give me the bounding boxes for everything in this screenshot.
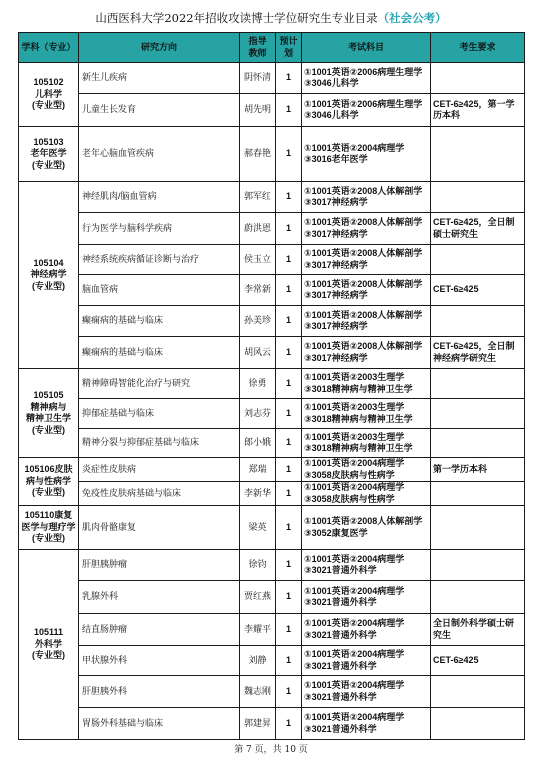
- subject-cell: [19, 550, 79, 740]
- advisor-cell: 胡先明: [240, 94, 276, 127]
- exam-line: ①1001英语②2004病理学: [304, 712, 405, 722]
- exam-line: ①1001英语②2008人体解剖学: [304, 248, 423, 258]
- exam-cell: [302, 245, 431, 275]
- subject-cell: [19, 127, 79, 182]
- subject-line: (专业型): [32, 280, 65, 291]
- subject-line: 医学与理疗学: [21, 521, 76, 532]
- subject-line: 神经病学: [30, 269, 67, 280]
- header-requirement: 考生要求: [431, 33, 525, 63]
- exam-cell: [302, 676, 431, 708]
- advisor-cell: 郑瑞: [240, 458, 276, 482]
- exam-cell: [302, 458, 431, 482]
- table-row: [19, 306, 525, 337]
- subject-line: (专业型): [32, 159, 65, 170]
- table-row: [19, 482, 525, 506]
- exam-line: ①1001英语②2008人体解剖学: [304, 516, 423, 526]
- header-advisor: [240, 33, 276, 63]
- advisor-cell: 魏志刚: [240, 676, 276, 708]
- exam-line: ③3058皮肤病与性病学: [304, 469, 395, 480]
- subject-line: 105102: [33, 77, 64, 88]
- direction-cell: 肌肉骨骼康复: [79, 506, 240, 550]
- exam-cell: [302, 306, 431, 337]
- direction-cell: 甲状腺外科: [79, 646, 240, 676]
- plan-cell: 1: [276, 63, 302, 94]
- table-row: [19, 337, 525, 369]
- subject-line: 105105: [33, 390, 64, 400]
- subject-cell: [19, 182, 79, 369]
- requirement-cell: [431, 369, 525, 399]
- table-row: [19, 581, 525, 614]
- direction-cell: 结直肠肿瘤: [79, 614, 240, 646]
- exam-line: ③3018精神病与精神卫生学: [304, 443, 413, 453]
- exam-cell: [302, 614, 431, 646]
- exam-cell: [302, 399, 431, 429]
- exam-line: ①1001英语②2008人体解剖学: [304, 309, 423, 320]
- table-row: [19, 429, 525, 458]
- exam-cell: [302, 94, 431, 127]
- direction-cell: 神经肌肉/脑血管病: [79, 182, 240, 213]
- plan-cell: 1: [276, 369, 302, 399]
- direction-cell: 行为医学与脑科学疾病: [79, 213, 240, 245]
- direction-cell: 肝胆胰肿瘤: [79, 550, 240, 581]
- plan-cell: 1: [276, 550, 302, 581]
- table-row: [19, 127, 525, 182]
- table-row: [19, 399, 525, 429]
- direction-cell: 精神障碍智能化治疗与研究: [79, 369, 240, 399]
- exam-cell: [302, 646, 431, 676]
- table-row: [19, 458, 525, 482]
- subject-line: (专业型): [32, 650, 65, 661]
- requirement-cell: CET-6≥425: [431, 646, 525, 676]
- plan-cell: 1: [276, 482, 302, 506]
- exam-line: ③3021普通外科学: [304, 660, 377, 671]
- advisor-cell: 阴怀清: [240, 63, 276, 94]
- exam-line: ③3018精神病与精神卫生学: [304, 383, 413, 394]
- title-highlight: （社会公考）: [377, 13, 447, 25]
- exam-cell: [302, 482, 431, 506]
- direction-cell: 癫痫病的基础与临床: [79, 337, 240, 369]
- requirement-cell: [431, 63, 525, 94]
- exam-line: ①1001英语②2004病理学: [304, 680, 405, 690]
- exam-line: ③3046儿科学: [304, 110, 359, 120]
- subject-line: 老年医学: [30, 148, 67, 159]
- advisor-cell: 徐钧: [240, 550, 276, 581]
- plan-cell: 1: [276, 646, 302, 676]
- plan-cell: 1: [276, 614, 302, 646]
- subject-line: (专业型): [32, 533, 65, 544]
- exam-line: ①1001英语②2004病理学: [304, 585, 405, 596]
- plan-cell: 1: [276, 708, 302, 740]
- program-catalog-table: [18, 32, 525, 740]
- plan-cell: 1: [276, 306, 302, 337]
- advisor-cell: 刘志芬: [240, 399, 276, 429]
- subject-line: 105111: [33, 627, 64, 638]
- exam-cell: [302, 337, 431, 369]
- plan-cell: 1: [276, 506, 302, 550]
- direction-cell: 癫痫病的基础与临床: [79, 306, 240, 337]
- subject-line: 105103: [33, 136, 64, 147]
- table-row: [19, 94, 525, 127]
- plan-cell: 1: [276, 127, 302, 182]
- advisor-cell: 胡风云: [240, 337, 276, 369]
- exam-line: ③3016老年医学: [304, 154, 368, 164]
- exam-line: ③3017神经病学: [304, 352, 368, 363]
- exam-cell: [302, 369, 431, 399]
- advisor-cell: 李耀平: [240, 614, 276, 646]
- requirement-cell: [431, 245, 525, 275]
- header-direction: 研究方向: [79, 33, 240, 63]
- requirement-cell: [431, 127, 525, 182]
- subject-line: (专业型): [32, 424, 65, 435]
- requirement-cell: [431, 429, 525, 458]
- table-row: [19, 676, 525, 708]
- table-row: [19, 614, 525, 646]
- advisor-cell: 蔚洪恩: [240, 213, 276, 245]
- subject-line: 105106皮肤: [24, 464, 73, 475]
- direction-cell: 胃肠外科基础与临床: [79, 708, 240, 740]
- requirement-cell: CET-6≥425，全日制神经病学研究生: [431, 337, 525, 369]
- exam-line: ①1001英语②2003生理学: [304, 431, 405, 442]
- table-row: [19, 369, 525, 399]
- exam-line: ③3052康复医学: [304, 527, 368, 538]
- exam-cell: [302, 63, 431, 94]
- exam-line: ①1001英语②2006病理生理学: [304, 66, 423, 77]
- table-header-row: [19, 33, 525, 63]
- exam-cell: [302, 550, 431, 581]
- exam-line: ①1001英语②2008人体解剖学: [304, 341, 423, 351]
- advisor-cell: 梁英: [240, 506, 276, 550]
- direction-cell: 炎症性皮肤病: [79, 458, 240, 482]
- header-exam: 考试科目: [302, 33, 431, 63]
- requirement-cell: [431, 399, 525, 429]
- requirement-cell: CET-6≥425，第一学历本科: [431, 94, 525, 127]
- advisor-cell: 李常新: [240, 275, 276, 306]
- advisor-cell: 郭建昇: [240, 708, 276, 740]
- exam-line: ③3017神经病学: [304, 259, 368, 270]
- table-row: [19, 182, 525, 213]
- exam-line: ③3018精神病与精神卫生学: [304, 413, 413, 424]
- advisor-cell: 刘静: [240, 646, 276, 676]
- exam-line: ③3017神经病学: [304, 321, 368, 331]
- advisor-cell: 郎小娥: [240, 429, 276, 458]
- plan-cell: 1: [276, 213, 302, 245]
- header-subject: 学科（专业）: [19, 33, 79, 63]
- direction-cell: 乳腺外科: [79, 581, 240, 614]
- direction-cell: 抑郁症基础与临床: [79, 399, 240, 429]
- exam-line: ①1001英语②2004病理学: [304, 482, 405, 492]
- exam-cell: [302, 429, 431, 458]
- exam-line: ③3017神经病学: [304, 197, 368, 207]
- advisor-cell: 孙美珍: [240, 306, 276, 337]
- advisor-cell: 徐勇: [240, 369, 276, 399]
- subject-cell: [19, 506, 79, 550]
- plan-cell: 1: [276, 399, 302, 429]
- requirement-cell: [431, 306, 525, 337]
- exam-cell: [302, 581, 431, 614]
- direction-cell: 肝胆胰外科: [79, 676, 240, 708]
- direction-cell: 精神分裂与抑郁症基础与临床: [79, 429, 240, 458]
- exam-line: ①1001英语②2003生理学: [304, 372, 405, 382]
- table-row: [19, 646, 525, 676]
- table-row: [19, 506, 525, 550]
- exam-cell: [302, 275, 431, 306]
- exam-line: ③3046儿科学: [304, 78, 359, 88]
- exam-line: ①1001英语②2004病理学: [304, 142, 405, 153]
- subject-line: 105110康复: [24, 510, 73, 521]
- exam-cell: [302, 213, 431, 245]
- exam-cell: [302, 182, 431, 213]
- advisor-cell: 郭军红: [240, 182, 276, 213]
- exam-line: ③3021普通外科学: [304, 597, 377, 607]
- direction-cell: 脑血管病: [79, 275, 240, 306]
- header-plan: 预计划: [276, 33, 302, 63]
- exam-line: ①1001英语②2006病理生理学: [304, 98, 423, 109]
- table-row: [19, 708, 525, 740]
- exam-line: ①1001英语②2008人体解剖学: [304, 217, 423, 227]
- exam-line: ①1001英语②2004病理学: [304, 553, 405, 564]
- subject-cell: [19, 458, 79, 506]
- direction-cell: 老年心脑血管疾病: [79, 127, 240, 182]
- advisor-cell: 李新华: [240, 482, 276, 506]
- subject-cell: [19, 63, 79, 127]
- table-row: [19, 550, 525, 581]
- plan-cell: 1: [276, 676, 302, 708]
- direction-cell: 神经系统疾病循证诊断与治疗: [79, 245, 240, 275]
- exam-cell: [302, 506, 431, 550]
- requirement-cell: [431, 182, 525, 213]
- subject-cell: [19, 369, 79, 458]
- exam-cell: [302, 708, 431, 740]
- requirement-cell: [431, 708, 525, 740]
- exam-line: ③3021普通外科学: [304, 723, 377, 734]
- exam-line: ③3017神经病学: [304, 228, 368, 239]
- subject-line: (专业型): [32, 487, 65, 498]
- exam-line: ①1001英语②2008人体解剖学: [304, 278, 423, 289]
- page-footer: 第 7 页，共 10 页: [234, 745, 308, 755]
- requirement-cell: CET-6≥425: [431, 275, 525, 306]
- plan-cell: 1: [276, 429, 302, 458]
- subject-line: (专业型): [32, 100, 65, 111]
- page-title: [0, 11, 542, 26]
- requirement-cell: 第一学历本科: [431, 458, 525, 482]
- table-row: [19, 275, 525, 306]
- subject-line: 105104: [33, 257, 64, 268]
- exam-line: ③3021普通外科学: [304, 691, 377, 702]
- advisor-cell: 郝春艳: [240, 127, 276, 182]
- table-body: [19, 63, 525, 740]
- direction-cell: 儿童生长发育: [79, 94, 240, 127]
- subject-line: 儿科学: [34, 88, 62, 99]
- exam-line: ①1001英语②2004病理学: [304, 458, 405, 468]
- exam-line: ③3017神经病学: [304, 290, 368, 300]
- subject-line: 病与性病学: [25, 475, 71, 486]
- requirement-cell: [431, 550, 525, 581]
- table-row: [19, 245, 525, 275]
- exam-line: ③3058皮肤病与性病学: [304, 493, 395, 504]
- exam-line: ③3021普通外科学: [304, 629, 377, 640]
- table-row: [19, 213, 525, 245]
- advisor-cell: 侯玉立: [240, 245, 276, 275]
- requirement-cell: [431, 676, 525, 708]
- title-main: 山西医科大学2022年招收攻读博士学位研究生专业目录: [95, 11, 378, 25]
- subject-line: 外科学: [34, 638, 62, 649]
- requirement-cell: [431, 482, 525, 506]
- plan-cell: 1: [276, 245, 302, 275]
- plan-cell: 1: [276, 458, 302, 482]
- header-advisor-line: 指导: [248, 36, 267, 46]
- requirement-cell: 全日制外科学硕士研究生: [431, 614, 525, 646]
- direction-cell: 新生儿疾病: [79, 63, 240, 94]
- plan-cell: 1: [276, 275, 302, 306]
- subject-line: 精神卫生学: [25, 413, 71, 423]
- table-row: [19, 63, 525, 94]
- requirement-cell: [431, 506, 525, 550]
- subject-line: 精神病与: [30, 401, 67, 412]
- plan-cell: 1: [276, 581, 302, 614]
- exam-line: ①1001英语②2004病理学: [304, 618, 405, 628]
- plan-cell: 1: [276, 94, 302, 127]
- exam-line: ③3021普通外科学: [304, 565, 377, 575]
- plan-cell: 1: [276, 182, 302, 213]
- direction-cell: 免疫性皮肤病基础与临床: [79, 482, 240, 506]
- exam-line: ①1001英语②2004病理学: [304, 649, 405, 659]
- requirement-cell: CET-6≥425，全日制硕士研究生: [431, 213, 525, 245]
- advisor-cell: 贾红燕: [240, 581, 276, 614]
- header-advisor-line: 教师: [248, 47, 267, 58]
- requirement-cell: [431, 581, 525, 614]
- exam-line: ①1001英语②2003生理学: [304, 402, 405, 412]
- exam-cell: [302, 127, 431, 182]
- plan-cell: 1: [276, 337, 302, 369]
- exam-line: ①1001英语②2008人体解剖学: [304, 185, 423, 196]
